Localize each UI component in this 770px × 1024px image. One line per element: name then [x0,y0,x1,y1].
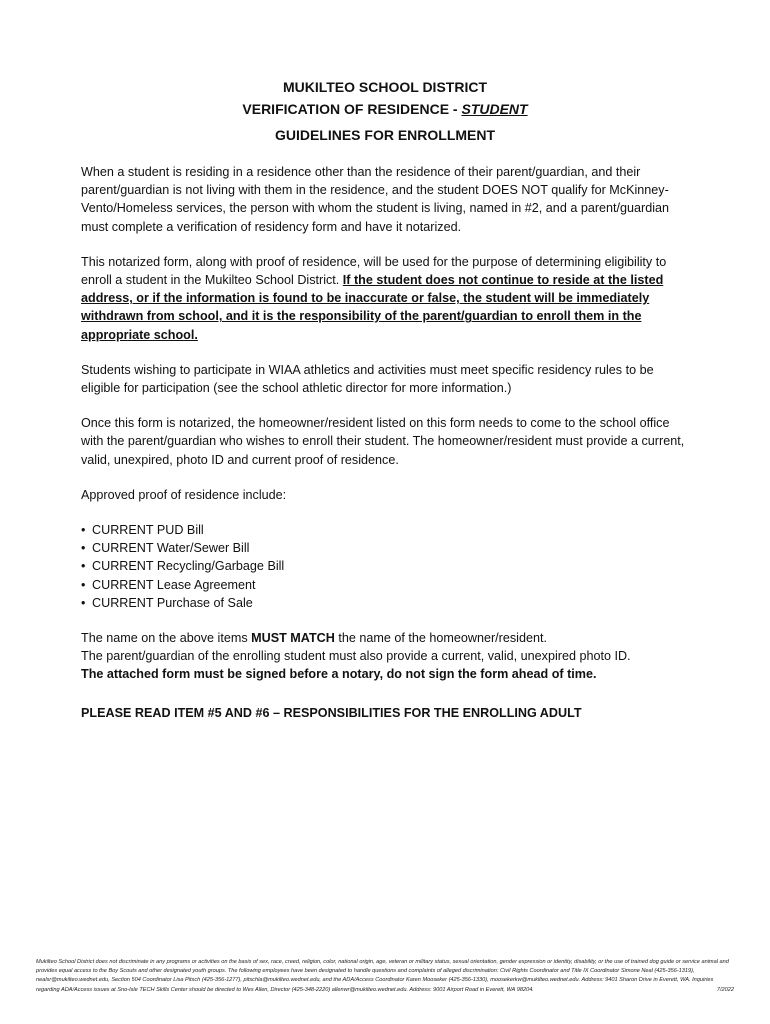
match-suffix: the name of the homeowner/resident. [334,631,547,646]
withdrawal-warning: If the student does not continue to reside at the listed address, or if the information is found to be inaccurate or false, the student will be immediately withdrawn from school, and it is the responsibility of the parent/guardian to enroll them in the appropriate school. [81,273,664,342]
list-item: • CURRENT Water/Sewer Bill [81,539,693,557]
form-title-prefix: VERIFICATION OF RESIDENCE - [242,101,462,117]
form-subtitle: GUIDELINES FOR ENROLLMENT [274,127,496,143]
nondiscrimination-footer [36,958,734,995]
footer-text: Mukilteo School District does not discriminate in any programs or activities on the basis of sex, race, creed, religion, color, national origin, age, veteran or military status, sexual orientation, gender expression or identity, disability, or the use of trained dog guide or service animal and provides equal access to the Boy Scouts and other designated youth groups. The following employees have been designated to handle questions and complaints of alleged discrimination: Civil Rights Coordinator and Title IX Coordinator Simone Neal (425-356-1319), nealsr@mukilteo.wednet.edu, Section 504 Coordinator Lisa Pitsch (425-356-1277), pitschla@mukilteo.wednet.edu, and the ADA/Access Coordinator Karen Mooseker (425-356-1330), moosekerkw@mukilteo.wednet.edu. Address: 9401 Sharon Drive in Everett, WA. Inquiries regarding ADA/Access issues at Sno-Isle TECH Skills Center should be directed to Wes Allen, Director (425-348-2220) allenwr@mukilteo.wednet.edu. Address: 9001 Airport Road in Everett, WA 98204. [36,959,729,993]
proof-list [81,521,693,612]
list-item: • CURRENT Purchase of Sale [81,594,693,612]
intro-paragraph: When a student is residing in a residence other than the residence of their parent/guardian, and their parent/guardian is not living with them in the residence, and the student DOES NOT qualify for McKinney-Vento/Homeless services, the person with whom the student is living, named in #2, and a parent/guardian must complete a verification of residency form and have it notarized. [81,165,670,234]
list-item: • CURRENT Lease Agreement [81,576,693,594]
match-line [81,629,693,647]
document-header [0,76,770,146]
notary-warning: The attached form must be signed before a notary, do not sign the form ahead of time. [81,667,597,682]
form-title-student: STUDENT [461,101,528,117]
match-prefix: The name on the above items [81,631,252,646]
photo-id-line: The parent/guardian of the enrolling student must also provide a current, valid, unexpired photo ID. [81,649,631,664]
responsibilities-notice: PLEASE READ ITEM #5 AND #6 – RESPONSIBILITIES FOR THE ENROLLING ADULT [81,705,582,720]
match-block [81,629,693,684]
wiaa-paragraph: Students wishing to participate in WIAA athletics and activities must meet specific residency rules to be eligible for participation (see the school athletic director for more information.) [81,362,654,396]
revision-date: 7/2022 [716,986,734,993]
homeowner-paragraph: Once this form is notarized, the homeowner/resident listed on this form needs to come to the school office with the parent/guardian who wishes to enroll their student. The homeowner/resident must provide a current, valid, unexpired, photo ID and current proof of residence. [81,416,685,467]
list-item: • CURRENT PUD Bill [81,521,693,539]
proof-heading: Approved proof of residence include: [81,487,287,502]
district-name: MUKILTEO SCHOOL DISTRICT [282,79,488,95]
document-body [81,163,693,722]
form-title [0,98,770,120]
must-match: MUST MATCH [251,631,335,646]
notarized-paragraph [81,253,693,344]
list-item: • CURRENT Recycling/Garbage Bill [81,557,693,575]
notarized-text: This notarized form, along with proof of residence, will be used for the purpose of determining eligibility to enroll a student in the Mukilteo School District. [81,254,667,288]
